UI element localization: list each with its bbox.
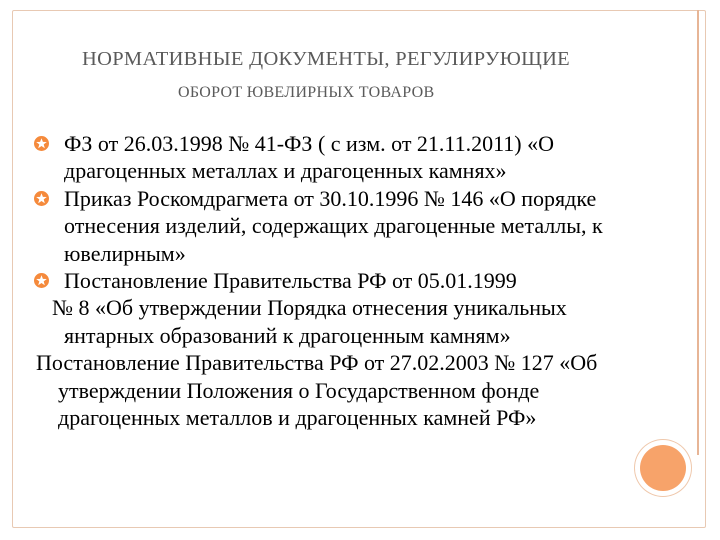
bullet-text-line: Приказ Роскомдрагмета от 30.10.1996 № 146 «О порядке — [64, 185, 597, 211]
paragraph-text-line: № 8 «Об утверждении Порядка отнесения уникальных — [52, 295, 567, 321]
slide-title-line-1: НОРМАТИВНЫЕ ДОКУМЕНТЫ, РЕГУЛИРУЮЩИЕ — [82, 48, 571, 70]
bullet-text-line: ФЗ от 26.03.1998 № 41-ФЗ ( с изм. от 21.11.2011) «О — [64, 131, 555, 156]
star-bullet-icon — [34, 136, 49, 151]
slide-body — [34, 130, 694, 431]
bullet-text-line: драгоценных металлах и драгоценных камнях» — [64, 158, 507, 184]
bullet-text-line: Постановление Правительства РФ от 05.01.1999 — [64, 268, 517, 294]
bullet-item-2 — [34, 185, 694, 267]
star-bullet-icon — [34, 273, 49, 288]
star-bullet-icon — [34, 191, 49, 206]
paragraph-2 — [36, 349, 694, 431]
paragraph-text-line: утверждении Положения о Государственном фонде — [58, 377, 540, 403]
paragraph-text-line: Постановление Правительства РФ от 27.02.2003 № 127 «Об — [36, 350, 598, 376]
slide-title-line-2: ОБОРОТ ЮВЕЛИРНЫХ ТОВАРОВ — [178, 84, 435, 101]
decorative-circle — [640, 445, 686, 491]
paragraph-1 — [52, 294, 694, 349]
bullet-item-3 — [34, 267, 694, 294]
decorative-side-line — [697, 10, 699, 455]
paragraph-text-line: янтарных образований к драгоценным камням» — [64, 322, 511, 348]
bullet-text-line: отнесения изделий, содержащих драгоценные металлы, к — [64, 213, 603, 239]
paragraph-text-line: драгоценных металлов и драгоценных камней РФ» — [58, 405, 537, 431]
bullet-item-1 — [34, 130, 694, 185]
bullet-text-line: ювелирным» — [64, 240, 186, 266]
